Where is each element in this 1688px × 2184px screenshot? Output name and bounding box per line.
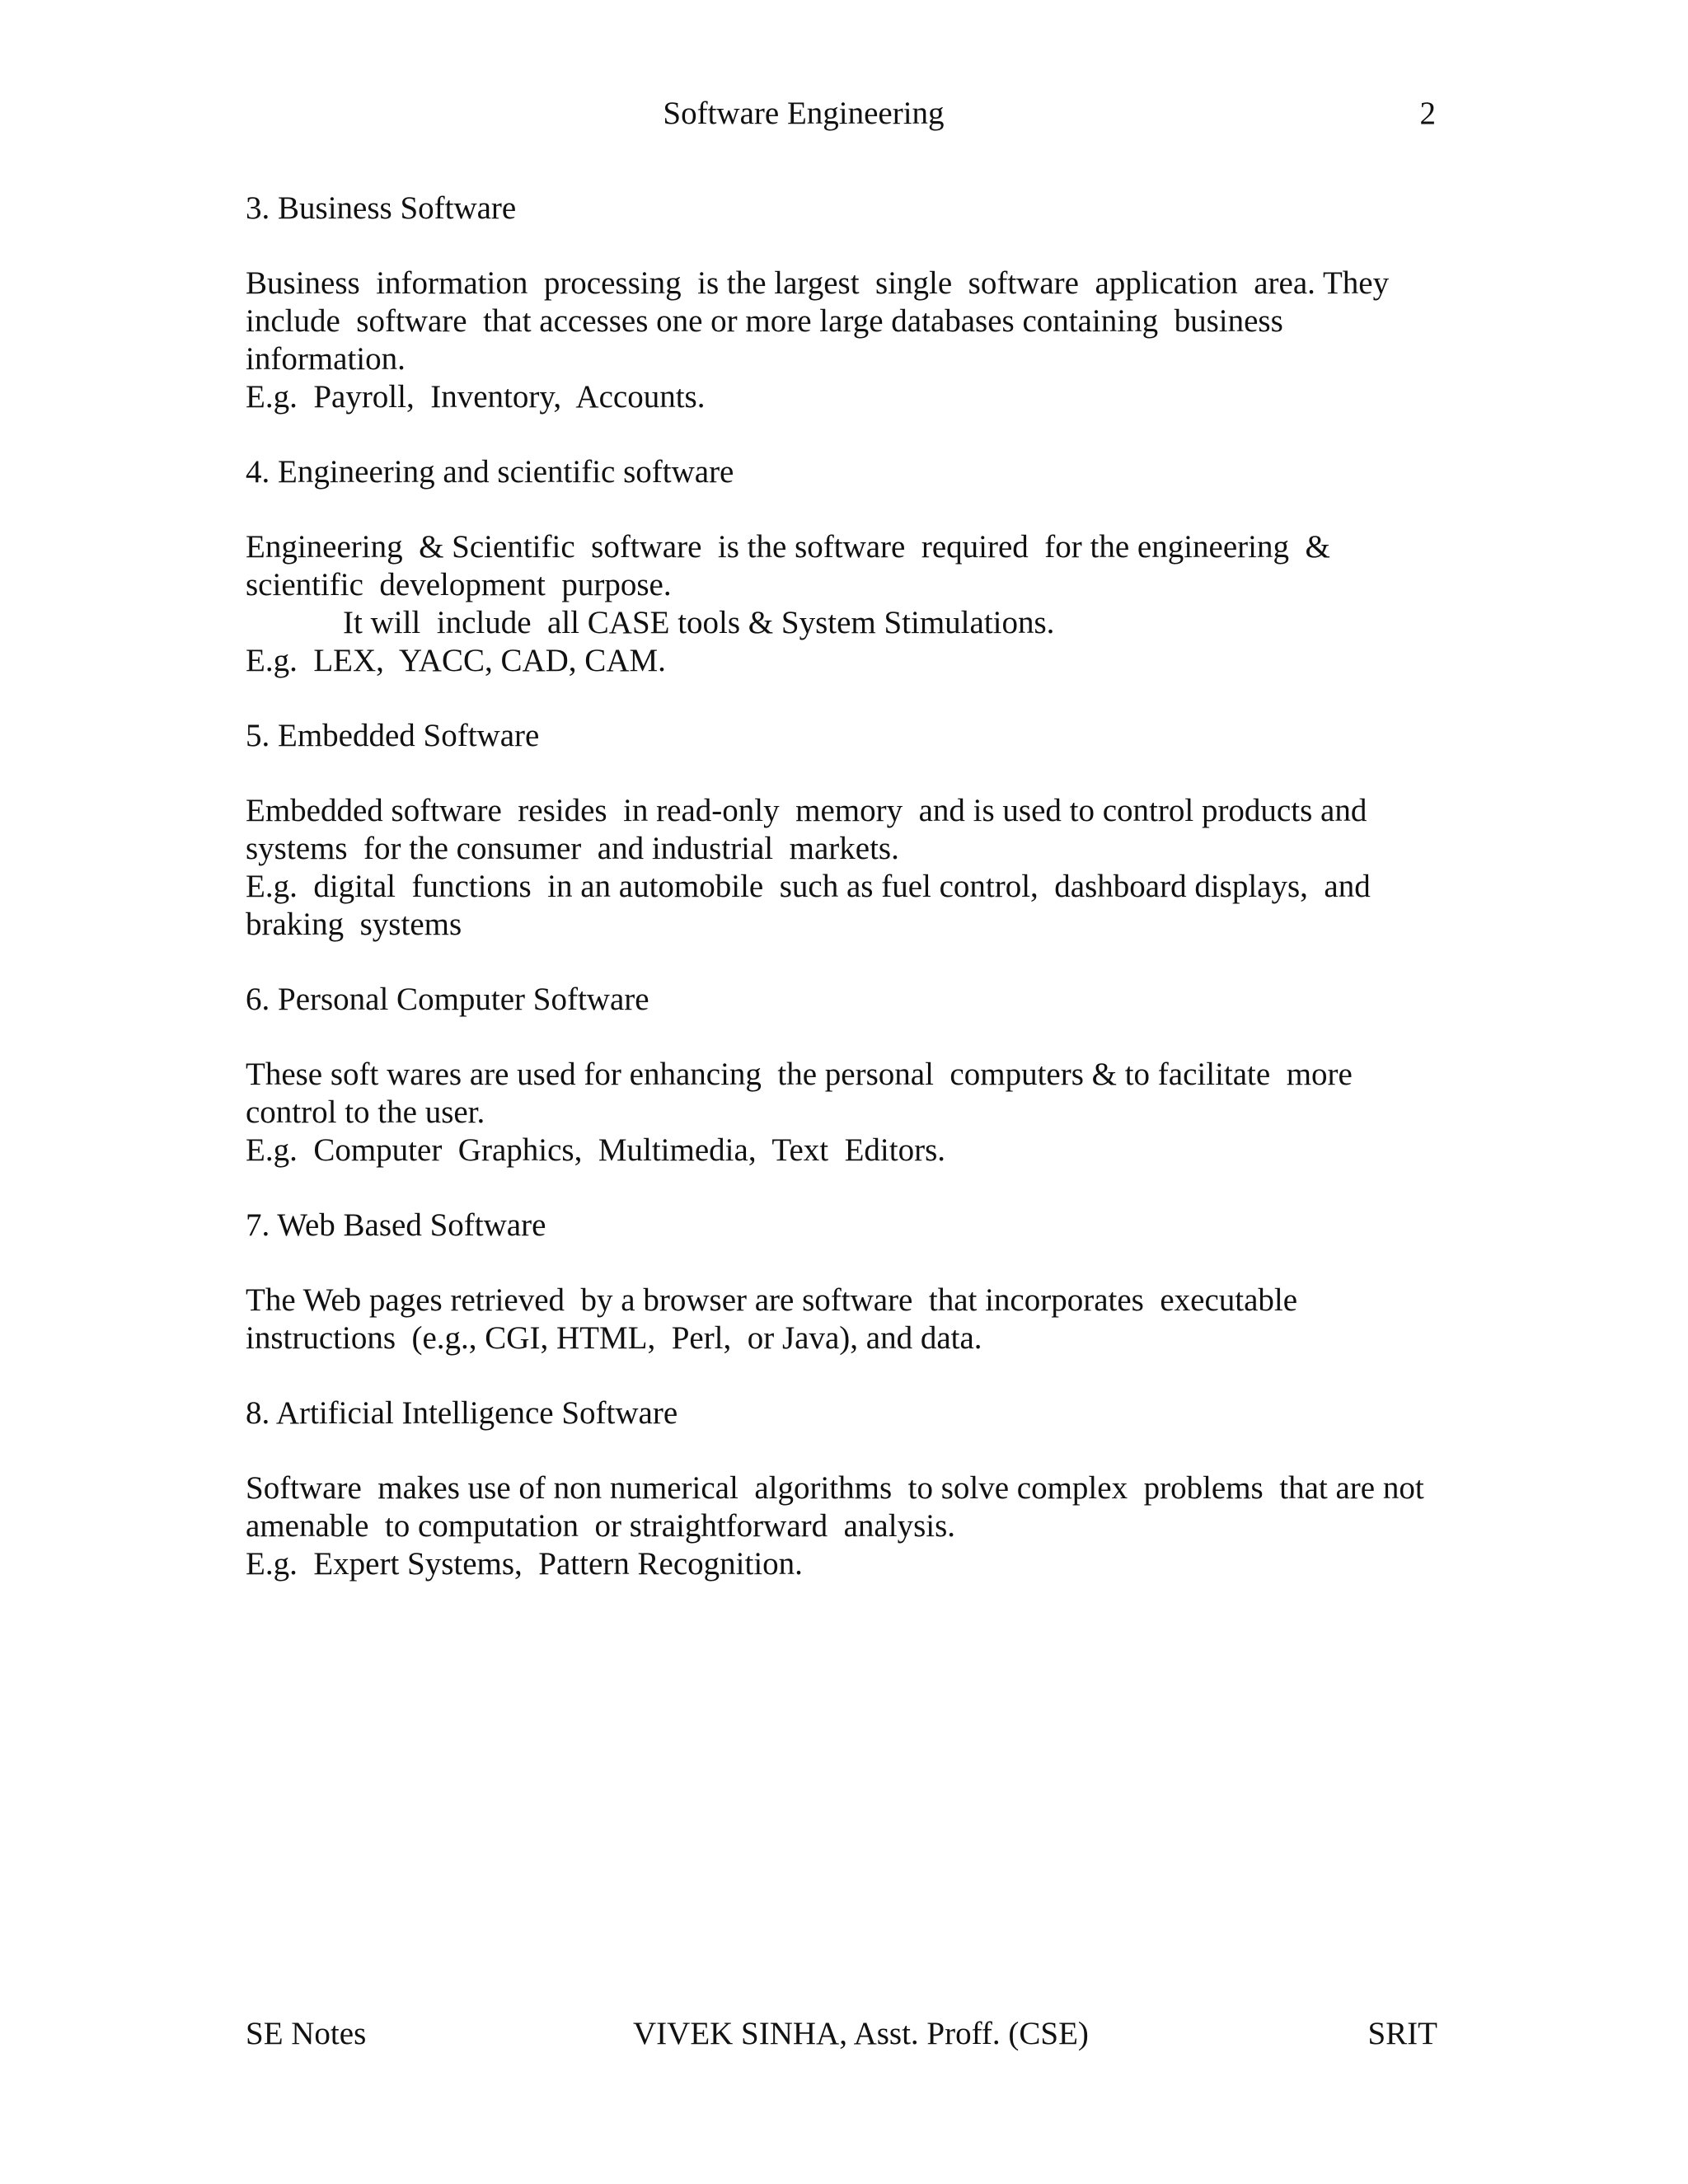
section-heading: 4. Engineering and scientific software	[246, 454, 734, 490]
footer-course: SE Notes	[246, 2016, 367, 2051]
section-artificial-intelligence-software	[246, 1394, 1449, 1583]
section-engineering-scientific-software	[246, 453, 1449, 680]
section-heading: 5. Embedded Software	[246, 718, 540, 753]
paragraph-line: The Web pages retrieved by a browser are software that incorporates executable	[246, 1282, 1298, 1318]
example-line: E.g. digital functions in an automobile such as fuel control, dashboard displays, and	[246, 869, 1371, 904]
section-web-based-software	[246, 1207, 1449, 1357]
section-personal-computer-software	[246, 981, 1449, 1169]
paragraph-line: systems for the consumer and industrial markets.	[246, 831, 899, 866]
paragraph-line: Embedded software resides in read-only memory and is used to control products and	[246, 793, 1367, 828]
page-number: 2	[1419, 96, 1436, 131]
paragraph-line: include software that accesses one or more large databases containing business	[246, 303, 1283, 339]
example-line: E.g. Payroll, Inventory, Accounts.	[246, 379, 706, 415]
example-line: E.g. LEX, YACC, CAD, CAM.	[246, 643, 666, 678]
paragraph-line: information.	[246, 341, 406, 377]
footer-institution: SRIT	[1367, 2016, 1437, 2051]
example-line: braking systems	[246, 907, 462, 942]
paragraph-line: These soft wares are used for enhancing the personal computers & to facilitate more	[246, 1057, 1353, 1092]
section-heading: 3. Business Software	[246, 190, 517, 226]
paragraph-line: instructions (e.g., CGI, HTML, Perl, or Java), and data.	[246, 1320, 982, 1356]
paragraph-line: control to the user.	[246, 1094, 485, 1130]
paragraph-line: Engineering & Scientific software is the software required for the engineering &	[246, 529, 1330, 565]
section-heading: 6. Personal Computer Software	[246, 982, 649, 1017]
section-heading: 8. Artificial Intelligence Software	[246, 1395, 678, 1431]
page-content	[246, 190, 1449, 1620]
section-business-software	[246, 190, 1449, 416]
paragraph-line: Software makes use of non numerical algorithms to solve complex problems that are not	[246, 1470, 1424, 1506]
footer-author: VIVEK SINHA, Asst. Proff. (CSE)	[633, 2016, 1089, 2051]
paragraph-line: Business information processing is the largest single software application area. They	[246, 265, 1390, 301]
example-line: E.g. Expert Systems, Pattern Recognition.	[246, 1546, 803, 1582]
example-line: E.g. Computer Graphics, Multimedia, Text Editors.	[246, 1132, 946, 1168]
paragraph-line: amenable to computation or straightforward analysis.	[246, 1508, 956, 1544]
section-heading: 7. Web Based Software	[246, 1207, 546, 1243]
page-header-title: Software Engineering	[663, 96, 945, 131]
section-embedded-software	[246, 717, 1449, 944]
paragraph-line-indented: It will include all CASE tools & System Stimulations.	[343, 605, 1055, 640]
paragraph-line: scientific development purpose.	[246, 567, 672, 602]
